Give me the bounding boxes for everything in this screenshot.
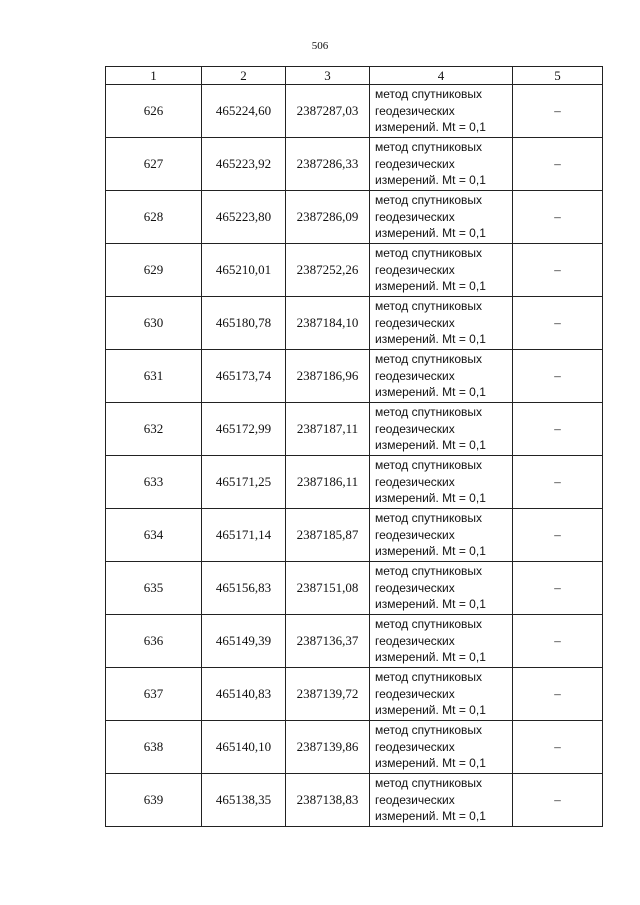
point-number-cell: 638	[106, 721, 202, 774]
y-coordinate-cell: 2387286,33	[286, 138, 370, 191]
note-cell	[513, 668, 603, 721]
note-cell	[513, 403, 603, 456]
table-row	[106, 615, 603, 668]
method-line: измерений. Mt = 0,1	[375, 756, 486, 771]
method-line: метод спутниковых	[375, 458, 483, 473]
point-number-cell: 630	[106, 297, 202, 350]
dash-mark: –	[554, 792, 561, 807]
y-coordinate-cell: 2387151,08	[286, 562, 370, 615]
table-row	[106, 297, 603, 350]
table-row	[106, 85, 603, 138]
note-cell	[513, 615, 603, 668]
dash-mark: –	[554, 156, 561, 171]
method-cell	[370, 509, 513, 562]
x-coordinate-cell: 465224,60	[202, 85, 286, 138]
method-line: метод спутниковых	[375, 193, 483, 208]
x-coordinate-cell: 465171,25	[202, 456, 286, 509]
method-line: метод спутниковых	[375, 246, 483, 261]
method-line: геодезических	[375, 156, 455, 171]
point-number-cell: 629	[106, 244, 202, 297]
header-row	[106, 67, 603, 85]
note-cell	[513, 191, 603, 244]
x-coordinate-cell: 465210,01	[202, 244, 286, 297]
method-line: метод спутниковых	[375, 670, 483, 685]
method-line: геодезических	[375, 209, 455, 224]
method-line: измерений. Mt = 0,1	[375, 809, 486, 824]
method-line: измерений. Mt = 0,1	[375, 703, 486, 718]
x-coordinate-cell: 465173,74	[202, 350, 286, 403]
method-cell	[370, 403, 513, 456]
point-number-cell: 639	[106, 774, 202, 827]
table-row	[106, 456, 603, 509]
method-cell	[370, 85, 513, 138]
point-number-cell: 635	[106, 562, 202, 615]
point-number-cell: 631	[106, 350, 202, 403]
method-cell	[370, 191, 513, 244]
method-line: измерений. Mt = 0,1	[375, 650, 486, 665]
y-coordinate-cell: 2387286,09	[286, 191, 370, 244]
method-cell	[370, 456, 513, 509]
dash-mark: –	[554, 315, 561, 330]
y-coordinate-cell: 2387185,87	[286, 509, 370, 562]
method-line: геодезических	[375, 262, 455, 277]
point-number-cell: 626	[106, 85, 202, 138]
table-header	[106, 67, 603, 85]
table-row	[106, 721, 603, 774]
method-line: измерений. Mt = 0,1	[375, 120, 486, 135]
dash-mark: –	[554, 580, 561, 595]
header-col-4: 4	[370, 67, 513, 85]
table-row	[106, 668, 603, 721]
method-line: геодезических	[375, 315, 455, 330]
method-line: геодезических	[375, 474, 455, 489]
y-coordinate-cell: 2387287,03	[286, 85, 370, 138]
note-cell	[513, 509, 603, 562]
header-col-3: 3	[286, 67, 370, 85]
method-line: метод спутниковых	[375, 617, 483, 632]
x-coordinate-cell: 465172,99	[202, 403, 286, 456]
y-coordinate-cell: 2387186,96	[286, 350, 370, 403]
note-cell	[513, 297, 603, 350]
note-cell	[513, 85, 603, 138]
note-cell	[513, 138, 603, 191]
header-col-1: 1	[106, 67, 202, 85]
note-cell	[513, 350, 603, 403]
note-cell	[513, 774, 603, 827]
method-line: метод спутниковых	[375, 405, 483, 420]
method-cell	[370, 297, 513, 350]
y-coordinate-cell: 2387139,86	[286, 721, 370, 774]
x-coordinate-cell: 465171,14	[202, 509, 286, 562]
page-number: 506	[311, 40, 329, 52]
method-line: измерений. Mt = 0,1	[375, 173, 486, 188]
note-cell	[513, 244, 603, 297]
method-line: измерений. Mt = 0,1	[375, 491, 486, 506]
method-cell	[370, 350, 513, 403]
method-line: геодезических	[375, 421, 455, 436]
y-coordinate-cell: 2387136,37	[286, 615, 370, 668]
y-coordinate-cell: 2387138,83	[286, 774, 370, 827]
method-line: геодезических	[375, 103, 455, 118]
point-number-cell: 628	[106, 191, 202, 244]
method-line: измерений. Mt = 0,1	[375, 279, 486, 294]
method-line: метод спутниковых	[375, 511, 483, 526]
y-coordinate-cell: 2387184,10	[286, 297, 370, 350]
x-coordinate-cell: 465149,39	[202, 615, 286, 668]
dash-mark: –	[554, 103, 561, 118]
method-line: геодезических	[375, 580, 455, 595]
method-line: метод спутниковых	[375, 564, 483, 579]
point-number-cell: 633	[106, 456, 202, 509]
method-line: геодезических	[375, 686, 455, 701]
header-col-2: 2	[202, 67, 286, 85]
dash-mark: –	[554, 633, 561, 648]
table-row	[106, 562, 603, 615]
x-coordinate-cell: 465138,35	[202, 774, 286, 827]
x-coordinate-cell: 465223,80	[202, 191, 286, 244]
method-line: геодезических	[375, 368, 455, 383]
table-row	[106, 774, 603, 827]
method-line: измерений. Mt = 0,1	[375, 226, 486, 241]
y-coordinate-cell: 2387186,11	[286, 456, 370, 509]
table-row	[106, 350, 603, 403]
method-line: метод спутниковых	[375, 352, 483, 367]
point-number-cell: 627	[106, 138, 202, 191]
dash-mark: –	[554, 686, 561, 701]
dash-mark: –	[554, 739, 561, 754]
method-line: геодезических	[375, 739, 455, 754]
header-col-5: 5	[513, 67, 603, 85]
note-cell	[513, 721, 603, 774]
table-row	[106, 403, 603, 456]
coordinates-table	[105, 66, 603, 827]
dash-mark: –	[554, 421, 561, 436]
x-coordinate-cell: 465180,78	[202, 297, 286, 350]
method-line: метод спутниковых	[375, 723, 483, 738]
method-cell	[370, 774, 513, 827]
method-cell	[370, 244, 513, 297]
method-line: измерений. Mt = 0,1	[375, 597, 486, 612]
method-line: измерений. Mt = 0,1	[375, 544, 486, 559]
method-line: метод спутниковых	[375, 140, 483, 155]
x-coordinate-cell: 465140,10	[202, 721, 286, 774]
method-cell	[370, 721, 513, 774]
table-row	[106, 244, 603, 297]
dash-mark: –	[554, 527, 561, 542]
method-line: геодезических	[375, 792, 455, 807]
x-coordinate-cell: 465140,83	[202, 668, 286, 721]
table-row	[106, 509, 603, 562]
method-line: метод спутниковых	[375, 776, 483, 791]
method-line: метод спутниковых	[375, 299, 483, 314]
y-coordinate-cell: 2387252,26	[286, 244, 370, 297]
method-cell	[370, 138, 513, 191]
method-cell	[370, 615, 513, 668]
method-line: измерений. Mt = 0,1	[375, 332, 486, 347]
x-coordinate-cell: 465156,83	[202, 562, 286, 615]
note-cell	[513, 456, 603, 509]
y-coordinate-cell: 2387187,11	[286, 403, 370, 456]
table-row	[106, 191, 603, 244]
dash-mark: –	[554, 474, 561, 489]
table-row	[106, 138, 603, 191]
dash-mark: –	[554, 262, 561, 277]
method-line: геодезических	[375, 527, 455, 542]
dash-mark: –	[554, 368, 561, 383]
point-number-cell: 634	[106, 509, 202, 562]
method-line: измерений. Mt = 0,1	[375, 385, 486, 400]
method-line: метод спутниковых	[375, 87, 483, 102]
method-line: измерений. Mt = 0,1	[375, 438, 486, 453]
point-number-cell: 636	[106, 615, 202, 668]
table-body	[106, 85, 603, 827]
note-cell	[513, 562, 603, 615]
point-number-cell: 637	[106, 668, 202, 721]
method-cell	[370, 562, 513, 615]
method-line: геодезических	[375, 633, 455, 648]
method-cell	[370, 668, 513, 721]
point-number-cell: 632	[106, 403, 202, 456]
x-coordinate-cell: 465223,92	[202, 138, 286, 191]
dash-mark: –	[554, 209, 561, 224]
y-coordinate-cell: 2387139,72	[286, 668, 370, 721]
